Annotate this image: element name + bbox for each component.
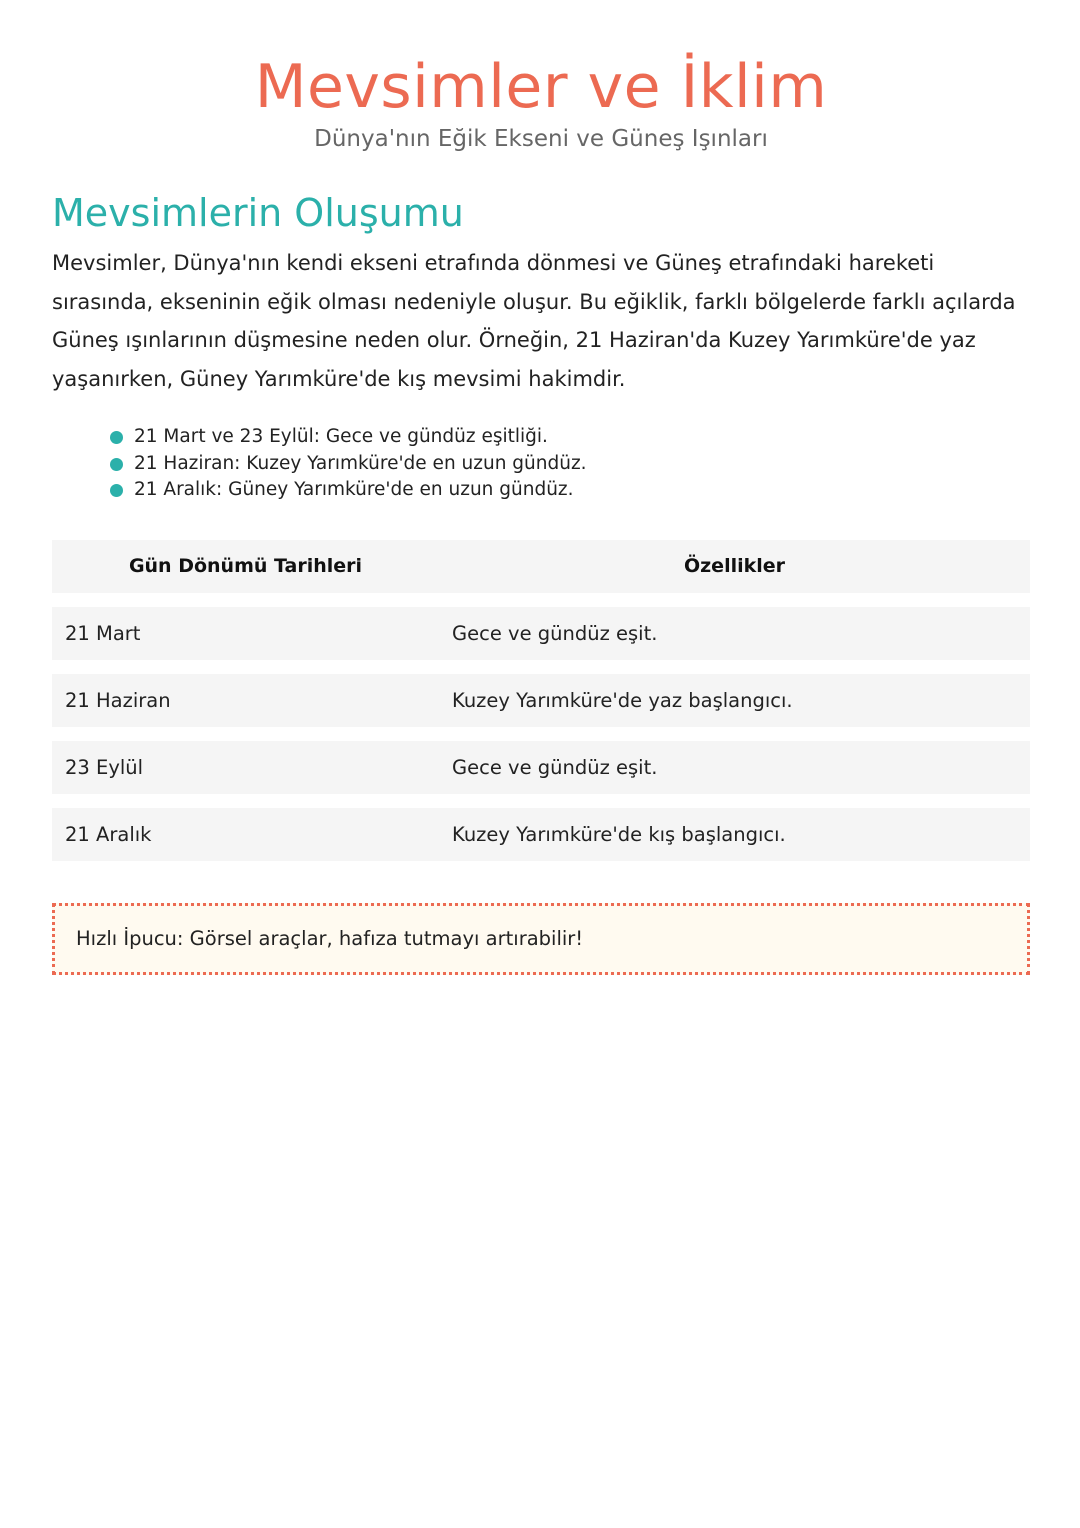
table-cell-date: 21 Haziran	[52, 674, 439, 727]
page-title: Mevsimler ve İklim	[254, 52, 828, 122]
table-row	[52, 674, 1030, 727]
table-cell-date: 23 Eylül	[52, 741, 439, 794]
table-cell-feature: Kuzey Yarımküre'de yaz başlangıcı.	[439, 674, 1030, 727]
table-row	[52, 741, 1030, 794]
table-cell-date: 21 Aralık	[52, 808, 439, 861]
table-cell-feature: Kuzey Yarımküre'de kış başlangıcı.	[439, 808, 1030, 861]
bullet-text: 21 Haziran: Kuzey Yarımküre'de en uzun gündüz.	[134, 452, 587, 474]
bullet-dot-icon	[110, 484, 123, 497]
table-header-features: Özellikler	[439, 540, 1030, 593]
bullet-list	[108, 424, 1030, 504]
page-subtitle: Dünya'nın Eğik Ekseni ve Güneş Işınları	[314, 126, 768, 152]
section-title: Mevsimlerin Oluşumu	[52, 191, 464, 235]
table-header-row	[52, 540, 1030, 593]
bullet-item	[108, 451, 1030, 478]
bullet-text: 21 Aralık: Güney Yarımküre'de en uzun gündüz.	[134, 479, 574, 500]
quick-tip-text: Hızlı İpucu: Görsel araçlar, hafıza tutmayı artırabilir!	[76, 927, 584, 950]
section-paragraph: Mevsimler, Dünya'nın kendi ekseni etrafında dönmesi ve Güneş etrafındaki hareketi sırasında, ekseninin eğik olması nedeniyle oluşur. Bu eğiklik, farklı bölgelerde farklı açılarda Güneş ışınlarının düşmesine neden olur. Örneğin, 21 Haziran'da Kuzey Yarımküre'de yaz yaşanırken, Güney Yarımküre'de kış mevsimi hakimdir.	[52, 251, 1016, 391]
bullet-dot-icon	[110, 458, 123, 471]
quick-tip-box	[52, 903, 1030, 975]
table-header-dates: Gün Dönümü Tarihleri	[52, 540, 439, 593]
bullet-item	[108, 477, 1030, 504]
table-cell-feature: Gece ve gündüz eşit.	[439, 607, 1030, 660]
bullet-text: 21 Mart ve 23 Eylül: Gece ve gündüz eşitliği.	[134, 426, 548, 447]
solstice-table	[52, 526, 1030, 875]
document-page	[52, 0, 1030, 975]
bullet-dot-icon	[110, 431, 123, 444]
table-cell-date: 21 Mart	[52, 607, 439, 660]
bullet-item	[108, 424, 1030, 451]
table-row	[52, 808, 1030, 861]
table-cell-feature: Gece ve gündüz eşit.	[439, 741, 1030, 794]
table-row	[52, 607, 1030, 660]
